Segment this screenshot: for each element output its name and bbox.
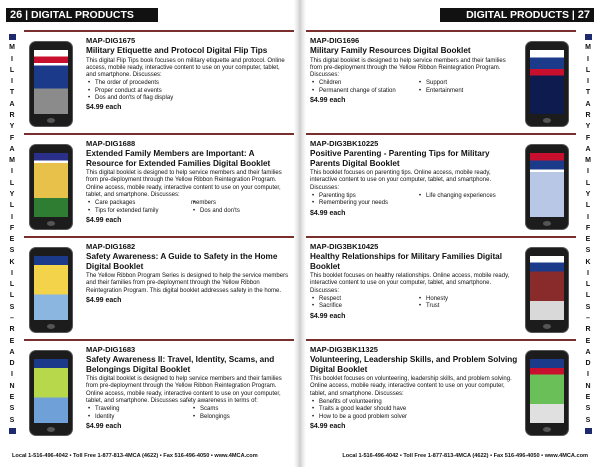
side-label-letter: S bbox=[9, 247, 15, 255]
product-entry[interactable] bbox=[306, 30, 576, 132]
page-number: 27 bbox=[577, 9, 590, 21]
header-title: DIGITAL PRODUCTS bbox=[31, 9, 134, 21]
side-label-letter: D bbox=[585, 360, 591, 368]
product-entry[interactable] bbox=[306, 339, 576, 441]
side-label-letter: I bbox=[11, 269, 13, 277]
side-label-letter: I bbox=[587, 213, 589, 221]
side-label-letter: M bbox=[585, 157, 591, 165]
product-title: Volunteering, Leadership Skills, and Problem Solving Digital Booklet bbox=[310, 355, 518, 374]
side-label-letter: Y bbox=[9, 190, 15, 198]
side-bar bbox=[585, 34, 592, 40]
product-image bbox=[30, 145, 72, 229]
list-item: • Remembering your needs bbox=[310, 200, 411, 207]
product-sku: MAP-DIG1683 bbox=[86, 345, 136, 354]
product-description: This booklet focuses on parenting tips. Online access, mobile ready, interactive content to use on your computer, tablet, and smartphone. Discusses: bbox=[310, 170, 492, 191]
side-bar bbox=[9, 428, 16, 434]
side-label-letter: R bbox=[585, 111, 591, 119]
product-price: $4.99 each bbox=[310, 312, 346, 320]
product-description: The Yellow Ribbon Program Series is designed to help the service members and their families from pre-deployment through the Yellow Ribbon Reintegration Program. This digital booklet addresses safety in the home. bbox=[86, 273, 289, 294]
bullet-list bbox=[86, 200, 290, 215]
side-label-letter: S bbox=[9, 405, 15, 413]
side-label-letter: K bbox=[9, 258, 15, 266]
product-price: $4.99 each bbox=[310, 209, 346, 217]
side-label-letter: I bbox=[11, 55, 13, 63]
bullet-list bbox=[310, 399, 518, 421]
product-sku: MAP-DIG1675 bbox=[86, 36, 136, 45]
side-label-letter: I bbox=[587, 55, 589, 63]
side-label-letter: I bbox=[587, 269, 589, 277]
side-bar bbox=[585, 428, 592, 434]
product-image bbox=[526, 145, 568, 229]
product-image bbox=[30, 42, 72, 126]
side-label-letter: I bbox=[11, 78, 13, 86]
product-description: This booklet focuses on healthy relationships. Online access, mobile ready, interactive content to use on your computer, tablet, and smartphone. Discusses: bbox=[310, 273, 510, 294]
product-sku: MAP-DIG3BK10225 bbox=[310, 139, 379, 148]
product-title: Extended Family Members are Important: A Resource for Extended Families Digital Booklet bbox=[86, 149, 271, 168]
list-item: • Parenting tips bbox=[310, 193, 411, 200]
list-item: • Support bbox=[417, 80, 518, 87]
side-label-letter: Y bbox=[9, 123, 15, 131]
side-label-letter: E bbox=[585, 394, 591, 401]
side-label-letter: R bbox=[585, 326, 591, 334]
product-entry[interactable] bbox=[24, 339, 294, 441]
side-label-letter: S bbox=[585, 247, 591, 255]
side-label-letter: I bbox=[587, 168, 589, 176]
side-label-letter: R bbox=[9, 111, 15, 119]
contact-footer: Local 1-516-496-4042 • Toll Free 1-877-813-4MCA (4622) • Fax 516-496-4050 • www.4MCA.com bbox=[342, 453, 588, 459]
side-label-letter: I bbox=[587, 371, 589, 379]
product-description: This booklet focuses on volunteering, leadership skills, and problem solving. Online access, mobile ready, interactive content to use on your computer, tablet, and smartphone. Discusses: bbox=[310, 376, 512, 397]
side-bar bbox=[9, 34, 16, 40]
side-label-letter: L bbox=[9, 66, 15, 74]
side-section-label bbox=[4, 34, 20, 434]
list-item: • Belongings bbox=[191, 414, 290, 421]
list-item: • Trust bbox=[417, 303, 518, 310]
side-label-letter: I bbox=[11, 168, 13, 176]
side-label-letter: A bbox=[585, 145, 591, 153]
page-header bbox=[6, 8, 158, 22]
side-label-letter: S bbox=[585, 303, 591, 311]
side-label-letter: F bbox=[9, 224, 15, 232]
product-title: Safety Awareness II: Travel, Identity, Scams, and Belongings Digital Booklet bbox=[86, 355, 275, 374]
side-label-letter: E bbox=[9, 337, 15, 345]
list-item: • Life changing experiences bbox=[417, 193, 518, 200]
side-label-letter: N bbox=[9, 382, 15, 390]
side-label-letter: L bbox=[585, 202, 591, 210]
side-label-letter: F bbox=[9, 134, 15, 142]
product-entry[interactable] bbox=[306, 236, 576, 338]
side-label-letter: N bbox=[585, 382, 591, 390]
product-description: This digital Flip Tips book focuses on military etiquette and protocol. Online access, mobile ready, interactive content to use on your computer, tablet, and smartphone. Discusses: bbox=[86, 57, 285, 79]
list-item: • Honesty bbox=[417, 296, 518, 303]
product-sku: MAP-DIG1696 bbox=[310, 36, 360, 45]
side-label-letter: Y bbox=[585, 190, 591, 198]
list-item: • Traits a good leader should have bbox=[310, 406, 518, 413]
list-item: • Benefits of volunteering bbox=[310, 399, 518, 406]
product-description: This digital booklet is designed to help service members and their families from pre-deployment through the Yellow Ribbon Reintegration Program. Online access, mobile ready, interactive content to use on your computer, tablet, and smartphone. Discusses safety awareness in terms of: bbox=[86, 376, 282, 405]
list-item: • members bbox=[191, 200, 290, 207]
list-item: • Traveling bbox=[86, 406, 185, 413]
side-label-letter: L bbox=[9, 179, 15, 187]
side-label-letter: S bbox=[9, 416, 15, 424]
side-label-letter: D bbox=[9, 360, 15, 368]
list-item: • Permanent change of station bbox=[310, 88, 411, 95]
bullet-list bbox=[86, 80, 290, 102]
side-label-letter: K bbox=[585, 258, 591, 266]
product-image bbox=[30, 351, 72, 435]
list-item: • Proper conduct at events bbox=[86, 88, 290, 95]
side-label-letter: L bbox=[585, 281, 591, 289]
product-price: $4.99 each bbox=[86, 297, 122, 305]
side-label-letter: A bbox=[9, 348, 15, 356]
side-label-letter: S bbox=[585, 405, 591, 413]
product-sku: MAP-DIG3BK11325 bbox=[310, 345, 378, 354]
bullet-list bbox=[310, 296, 518, 311]
side-label-letter: F bbox=[585, 134, 591, 142]
product-entry[interactable] bbox=[306, 133, 576, 235]
list-item: • How to be a good problem solver bbox=[310, 414, 518, 421]
list-item: • Sacrifice bbox=[310, 303, 411, 310]
side-label-letter: E bbox=[9, 394, 15, 401]
side-label-letter: I bbox=[11, 213, 13, 221]
side-label-letter: L bbox=[585, 179, 591, 187]
side-label-letter: M bbox=[9, 44, 15, 52]
product-sku: MAP-DIG3BK10425 bbox=[310, 242, 379, 251]
product-title: Healthy Relationships for Military Families Digital Booklet bbox=[310, 252, 502, 271]
bullet-list bbox=[310, 193, 518, 208]
product-price: $4.99 each bbox=[310, 422, 346, 430]
side-label-letter: A bbox=[585, 348, 591, 356]
list-item: • Children bbox=[310, 80, 411, 87]
side-label-letter: I bbox=[11, 371, 13, 379]
list-item: • Care packages bbox=[86, 200, 185, 207]
product-image bbox=[526, 42, 568, 126]
list-item: • Identity bbox=[86, 414, 185, 421]
side-label-letter: L bbox=[585, 292, 591, 300]
list-item: • Tips for extended family bbox=[86, 208, 185, 215]
side-label-letter: Y bbox=[585, 123, 591, 131]
list-item: • The order of procedents bbox=[86, 80, 290, 87]
side-label-letter: T bbox=[9, 89, 15, 97]
side-label-letter: S bbox=[9, 303, 15, 311]
product-sku: MAP-DIG1688 bbox=[86, 139, 136, 148]
product-sku: MAP-DIG1682 bbox=[86, 242, 136, 251]
product-price: $4.99 each bbox=[86, 216, 122, 224]
product-title: Military Etiquette and Protocol Digital Flip Tips bbox=[86, 46, 268, 55]
bullet-list bbox=[310, 80, 518, 95]
side-section-label bbox=[580, 34, 596, 434]
header-separator: | bbox=[25, 9, 32, 21]
product-title: Safety Awareness: A Guide to Safety in the Home Digital Booklet bbox=[86, 252, 278, 271]
side-label-letter: R bbox=[9, 326, 15, 334]
side-label-letter: I bbox=[587, 78, 589, 86]
side-label-letter: T bbox=[585, 89, 591, 97]
side-label-letter: L bbox=[9, 292, 15, 300]
side-label-letter: M bbox=[585, 44, 591, 52]
side-label-letter: A bbox=[9, 100, 15, 108]
side-label-letter: E bbox=[585, 236, 591, 244]
page-header bbox=[440, 8, 594, 22]
side-label-letter: F bbox=[585, 224, 591, 232]
side-label-letter: E bbox=[9, 236, 15, 244]
product-image bbox=[30, 248, 72, 332]
product-image bbox=[526, 351, 568, 435]
product-price: $4.99 each bbox=[310, 97, 346, 105]
header-separator: | bbox=[571, 9, 578, 21]
list-item: • Dos and don'ts of flag display bbox=[86, 95, 290, 102]
bullet-list bbox=[86, 406, 290, 421]
page-gutter bbox=[294, 0, 306, 467]
contact-footer: Local 1-516-496-4042 • Toll Free 1-877-813-4MCA (4622) • Fax 516-496-4050 • www.4MCA.com bbox=[12, 453, 258, 459]
side-label-letter: M bbox=[9, 157, 15, 165]
side-label-letter: E bbox=[585, 337, 591, 345]
product-price: $4.99 each bbox=[86, 104, 122, 112]
product-title: Military Family Resources Digital Booklet bbox=[310, 46, 471, 55]
product-description: This digital booklet is designed to help service members and their families from pre-deployment through the Yellow Ribbon Reintegration Program. Discusses: bbox=[310, 57, 506, 79]
side-label-letter: L bbox=[585, 66, 591, 74]
product-entry[interactable] bbox=[24, 133, 294, 235]
side-label-letter: – bbox=[10, 315, 14, 323]
product-description: This digital booklet is designed to help service members and their families from pre-deployment through the Yellow Ribbon Reintegration Program. Online access, mobile ready, interactive content to use on your computer, tablet, and smartphone. Discusses: bbox=[86, 170, 282, 199]
list-item: • Entertainment bbox=[417, 88, 518, 95]
side-label-letter: A bbox=[585, 100, 591, 108]
product-title: Positive Parenting - Parenting Tips for Military Parents Digital Booklet bbox=[310, 149, 490, 168]
right-page bbox=[300, 0, 600, 467]
header-title: DIGITAL PRODUCTS bbox=[466, 9, 569, 21]
product-image bbox=[526, 248, 568, 332]
list-item: • Respect bbox=[310, 296, 411, 303]
side-label-letter: S bbox=[585, 416, 591, 424]
side-label-letter: L bbox=[9, 202, 15, 210]
product-entry[interactable] bbox=[24, 236, 294, 338]
page-number: 26 bbox=[10, 9, 23, 21]
list-item: • Dos and don'ts bbox=[191, 208, 290, 215]
side-label-letter: – bbox=[586, 315, 590, 323]
list-item: • Scams bbox=[191, 406, 290, 413]
side-label-letter: L bbox=[9, 281, 15, 289]
product-price: $4.99 each bbox=[86, 422, 122, 430]
side-label-letter: A bbox=[9, 145, 15, 153]
product-entry[interactable] bbox=[24, 30, 294, 132]
